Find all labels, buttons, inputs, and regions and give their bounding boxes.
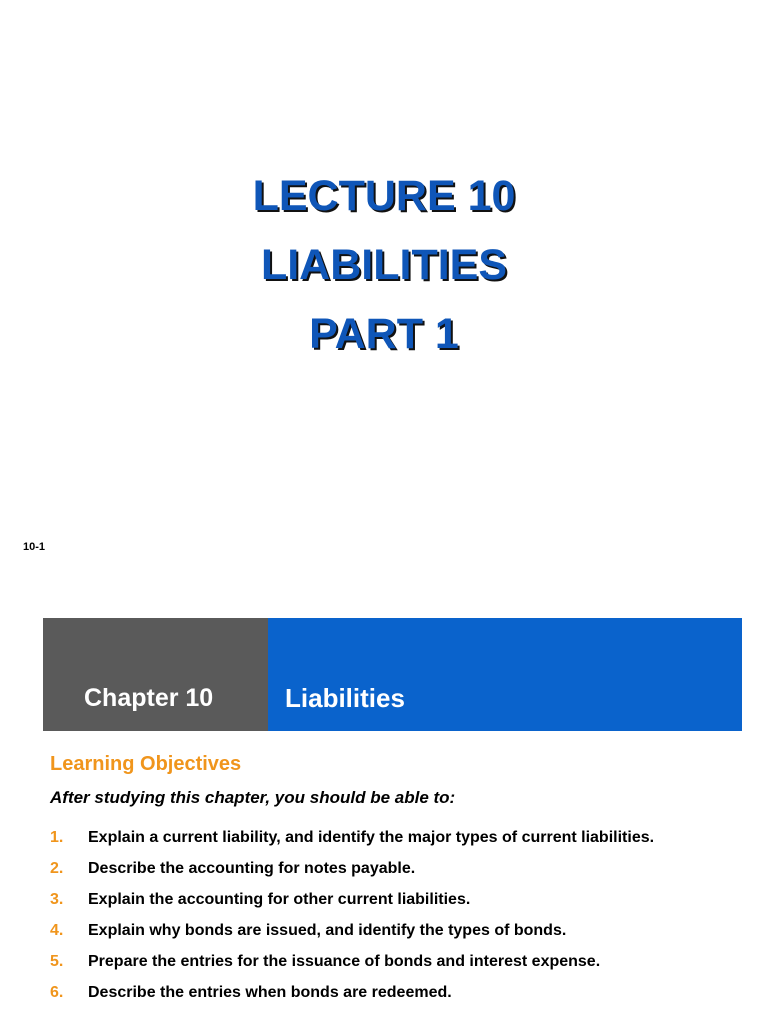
objective-number: 3.	[50, 891, 64, 908]
title-line-3: PART 1	[309, 310, 459, 358]
objective-number: 4.	[50, 922, 64, 939]
objectives-intro: After studying this chapter, you should be able to:	[50, 788, 456, 807]
objective-item	[50, 887, 730, 913]
objective-item	[50, 825, 730, 851]
chapter-cell	[43, 618, 268, 731]
objective-number: 6.	[50, 984, 64, 1001]
objectives-heading: Learning Objectives	[50, 753, 242, 775]
objective-number: 2.	[50, 860, 64, 877]
objective-text: Explain the accounting for other current liabilities.	[88, 891, 471, 908]
objective-item	[50, 918, 730, 944]
objective-item	[50, 856, 730, 882]
objective-text: Explain why bonds are issued, and identify the types of bonds.	[88, 922, 567, 939]
title-line-1: LECTURE 10	[252, 172, 516, 220]
chapter-label: Chapter 10	[84, 684, 214, 712]
objective-text: Describe the accounting for notes payable.	[88, 860, 416, 877]
lecture-title	[0, 162, 768, 369]
topic-label: Liabilities	[285, 683, 405, 713]
objective-item	[50, 980, 730, 1006]
topic-cell	[268, 618, 742, 731]
title-line-2: LIABILITIES	[260, 241, 508, 289]
objective-item	[50, 949, 730, 975]
objective-number: 1.	[50, 829, 64, 846]
chapter-header-bar	[43, 618, 742, 731]
objectives-list	[50, 825, 730, 1011]
objective-number: 5.	[50, 953, 64, 970]
objective-text: Explain a current liability, and identify the major types of current liabilities.	[88, 829, 655, 846]
objective-text: Describe the entries when bonds are redeemed.	[88, 984, 452, 1001]
objective-text: Prepare the entries for the issuance of bonds and interest expense.	[88, 953, 601, 970]
slide-number: 10-1	[23, 541, 46, 553]
